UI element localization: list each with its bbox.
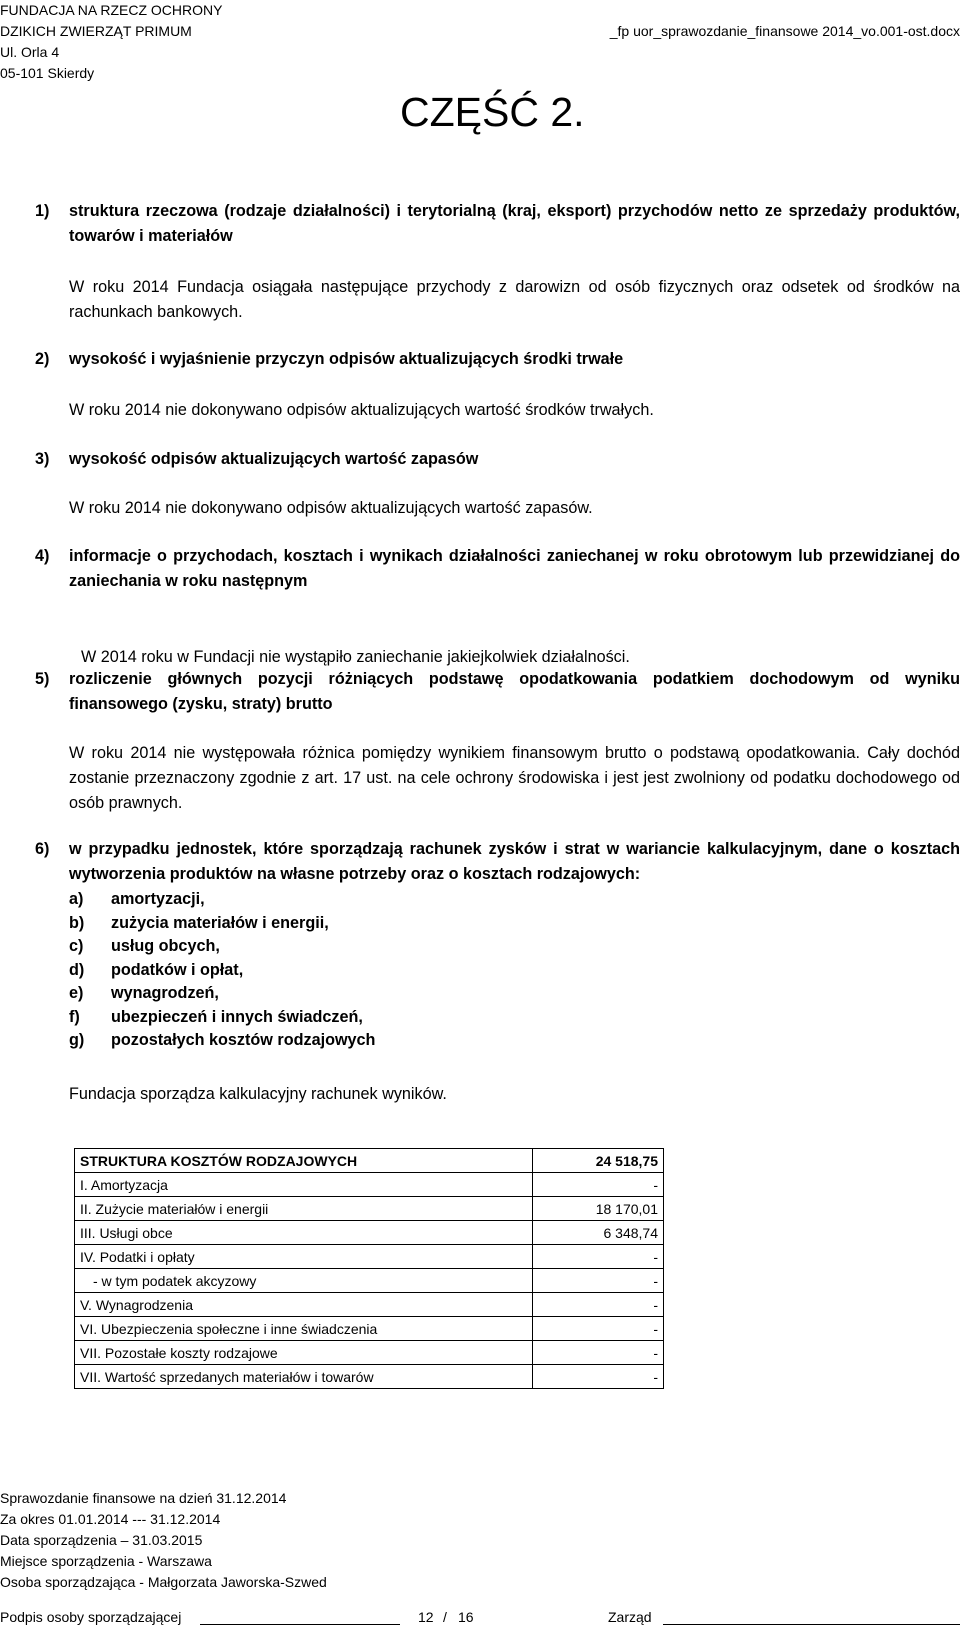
org-postal-city: 05-101 Skierdy xyxy=(0,65,95,81)
table-header-total: 24 518,75 xyxy=(533,1149,664,1173)
table-row: VII. Pozostałe koszty rodzajowe - xyxy=(75,1341,664,1365)
prepared-by: Osoba sporządzająca - Małgorzata Jaworska-Szwed xyxy=(0,1574,327,1590)
section-3-body: W roku 2014 nie dokonywano odpisów aktualizujących wartość zapasów. xyxy=(69,499,593,517)
report-footer xyxy=(0,1488,327,1593)
section-6-heading xyxy=(35,837,960,887)
org-street: Ul. Orla 4 xyxy=(0,44,60,60)
list-item: f) ubezpieczeń i innych świadczeń, xyxy=(69,1007,363,1026)
table-row: III. Usługi obce 6 348,74 xyxy=(75,1221,664,1245)
list-item: g) pozostałych kosztów rodzajowych xyxy=(69,1031,376,1049)
section-number: 2) xyxy=(35,350,50,368)
section-1-body: W roku 2014 Fundacja osiągała następujące przychody z darowizn od osób fizycznych oraz odsetek od środków na rachunkach bankowych. xyxy=(69,278,960,321)
section-1-heading xyxy=(35,199,960,249)
cost-type-list xyxy=(69,888,375,1053)
section-number: 3) xyxy=(35,450,50,468)
section-6-body: Fundacja sporządza kalkulacyjny rachunek wyników. xyxy=(69,1085,447,1103)
section-2-body: W roku 2014 nie dokonywano odpisów aktualizujących wartość środków trwałych. xyxy=(69,401,654,419)
section-3-heading xyxy=(35,447,960,472)
section-heading-text: rozliczenie głównych pozycji różniących podstawę opodatkowania podatkiem dochodowym od wyniku finansowego (zysku, straty) brutto xyxy=(69,670,960,713)
section-4-heading xyxy=(35,544,960,594)
list-item: d) podatków i opłat, xyxy=(69,960,244,979)
table-header-row xyxy=(75,1149,664,1173)
section-number: 5) xyxy=(35,670,50,688)
section-number: 6) xyxy=(35,840,50,858)
table-row: V. Wynagrodzenia - xyxy=(75,1293,664,1317)
section-5-heading xyxy=(35,667,960,717)
list-item: c) usług obcych, xyxy=(69,937,220,955)
section-heading-text: struktura rzeczowa (rodzaje działalności) i terytorialną (kraj, eksport) przychodów netto ze sprzedaży produktów, towarów i materiałów xyxy=(69,202,960,245)
org-name-line2: DZIKICH ZWIERZĄT PRIMUM xyxy=(0,23,192,39)
table-row: VII. Wartość sprzedanych materiałów i towarów - xyxy=(75,1365,664,1389)
preparation-place: Miejsce sporządzenia - Warszawa xyxy=(0,1553,212,1569)
section-number: 1) xyxy=(35,202,50,220)
list-item: a) amortyzacji, xyxy=(69,890,205,908)
org-name-line1: FUNDACJA NA RZECZ OCHRONY xyxy=(0,2,223,18)
page-title: CZĘŚĆ 2. xyxy=(400,89,585,135)
section-5-body: W roku 2014 nie występowała różnica pomiędzy wynikiem finansowym brutto o podstawą opodatkowania. Cały dochód zostanie przeznaczony zgodnie z art. 17 ust. na cele ochrony środowiska i jest jest zwolniony od podatku dochodowego od osób prawnych. xyxy=(69,744,960,812)
organization-address xyxy=(0,0,222,84)
table-row: - w tym podatek akcyzowy - xyxy=(75,1269,664,1293)
page-number-total: 16 xyxy=(458,1609,474,1625)
page-number-current: 12 xyxy=(418,1609,434,1625)
section-heading-text: informacje o przychodach, kosztach i wynikach działalności zaniechanej w roku obrotowym lub przewidzianej do zaniechania w roku następnym xyxy=(69,547,960,590)
page-number-separator: / xyxy=(443,1609,447,1625)
section-number: 4) xyxy=(35,547,50,565)
section-2-heading xyxy=(35,347,960,372)
document-filename: _fp uor_sprawozdanie_finansowe 2014_vo.001-ost.docx xyxy=(609,23,960,39)
list-item: e) wynagrodzeń, xyxy=(69,984,219,1002)
section-heading-text: w przypadku jednostek, które sporządzają rachunek zysków i strat w wariancie kalkulacyjnym, dane o kosztach wytworzenia produktów na własne potrzeby oraz o kosztach rodzajowych: xyxy=(69,840,960,883)
table-row: IV. Podatki i opłaty - xyxy=(75,1245,664,1269)
table-row: I. Amortyzacja - xyxy=(75,1173,664,1197)
section-heading-text: wysokość odpisów aktualizujących wartość zapasów xyxy=(69,450,479,468)
report-period: Za okres 01.01.2014 --- 31.12.2014 xyxy=(0,1511,221,1527)
list-item: b) zużycia materiałów i energii, xyxy=(69,913,329,932)
board-signature-line xyxy=(663,1624,960,1625)
section-heading-text: wysokość i wyjaśnienie przyczyn odpisów aktualizujących środki trwałe xyxy=(69,350,624,368)
table-header-label: STRUKTURA KOSZTÓW RODZAJOWYCH xyxy=(75,1149,533,1173)
section-4-body: W 2014 roku w Fundacji nie wystąpiło zaniechanie jakiejkolwiek działalności. xyxy=(81,648,630,666)
table-row: II. Zużycie materiałów i energii 18 170,01 xyxy=(75,1197,664,1221)
table-row: VI. Ubezpieczenia społeczne i inne świadczenia - xyxy=(75,1317,664,1341)
cost-structure-table xyxy=(74,1148,664,1389)
report-date: Sprawozdanie finansowe na dzień 31.12.2014 xyxy=(0,1490,287,1506)
preparation-date: Data sporządzenia – 31.03.2015 xyxy=(0,1532,203,1548)
board-label: Zarząd xyxy=(608,1609,652,1625)
signature-label: Podpis osoby sporządzającej xyxy=(0,1609,182,1625)
signature-line xyxy=(200,1624,400,1625)
